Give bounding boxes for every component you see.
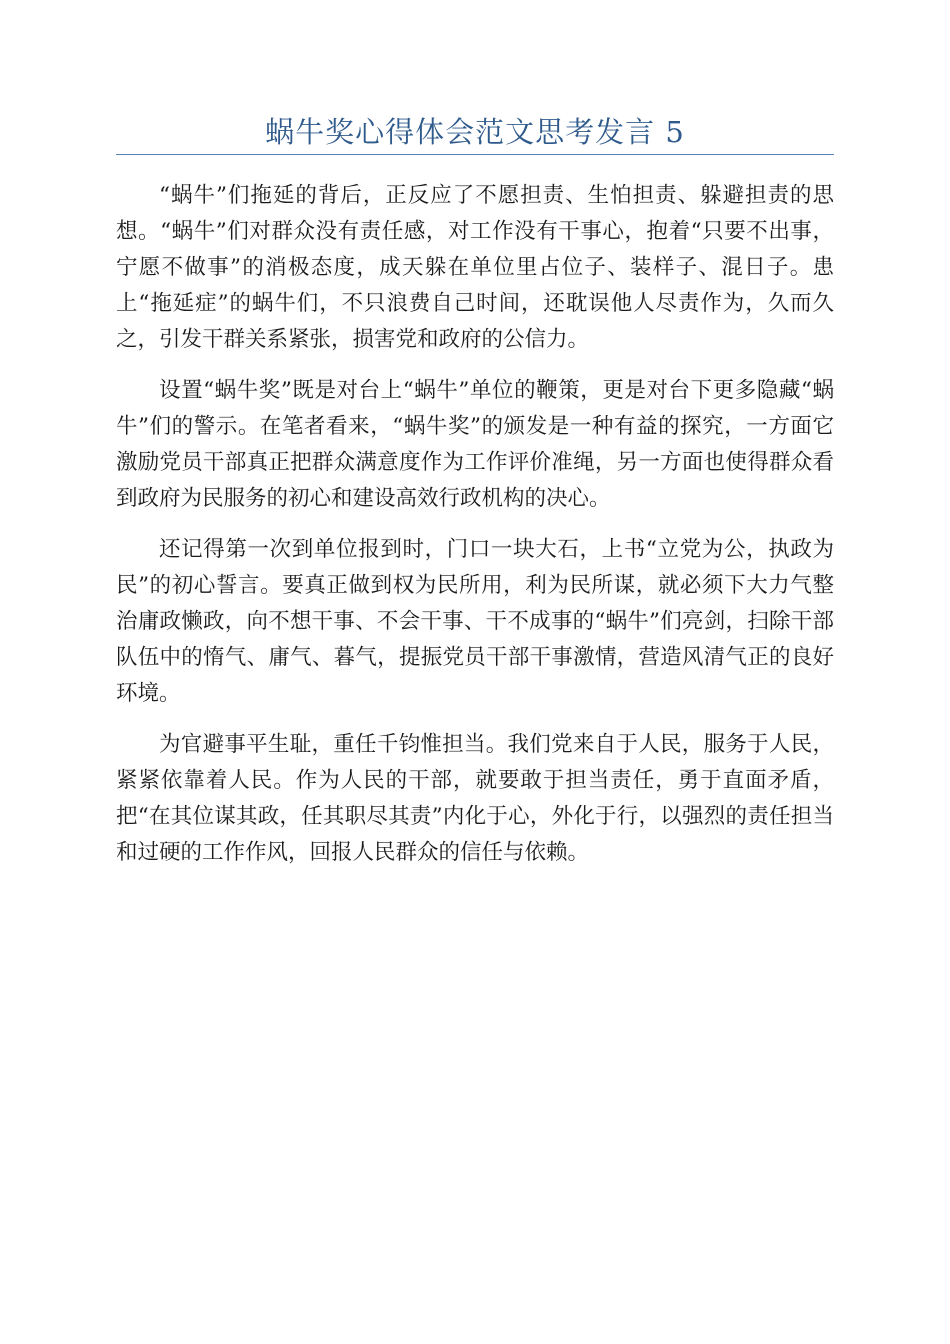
title-underline	[116, 154, 834, 155]
paragraph-3: 还记得第一次到单位报到时，门口一块大石，上书“立党为公，执政为民”的初心誓言。要真正做到权为民所用，利为民所谋，就必须下大力气整治庸政懒政，向不想干事、不会干事、干不成事的“蜗牛”们亮剑，扫除干部队伍中的惰气、庸气、暮气，提振党员干部干事激情，营造风清气正的良好环境。	[116, 537, 834, 706]
document-body	[116, 178, 834, 886]
paragraph-2: 设置“蜗牛奖”既是对台上“蜗牛”单位的鞭策，更是对台下更多隐藏“蜗牛”们的警示。在笔者看来，“蜗牛奖”的颁发是一种有益的探究，一方面它激励党员干部真正把群众满意度作为工作评价准绳，另一方面也使得群众看到政府为民服务的初心和建设高效行政机构的决心。	[116, 378, 834, 511]
paragraph-4: 为官避事平生耻，重任千钧惟担当。我们党来自于人民，服务于人民，紧紧依靠着人民。作为人民的干部，就要敢于担当责任，勇于直面矛盾，把“在其位谋其政，任其职尽其责”内化于心，外化于行，以强烈的责任担当和过硬的工作作风，回报人民群众的信任与依赖。	[116, 732, 834, 865]
document-title: 蜗牛奖心得体会范文思考发言 5	[265, 115, 685, 149]
paragraph-1: “蜗牛”们拖延的背后，正反应了不愿担责、生怕担责、躲避担责的思想。“蜗牛”们对群众没有责任感，对工作没有干事心，抱着“只要不出事，宁愿不做事”的消极态度，成天躲在单位里占位子、装样子、混日子。患上“拖延症”的蜗牛们，不只浪费自己时间，还耽误他人尽责作为，久而久之，引发干群关系紧张，损害党和政府的公信力。	[116, 183, 834, 352]
